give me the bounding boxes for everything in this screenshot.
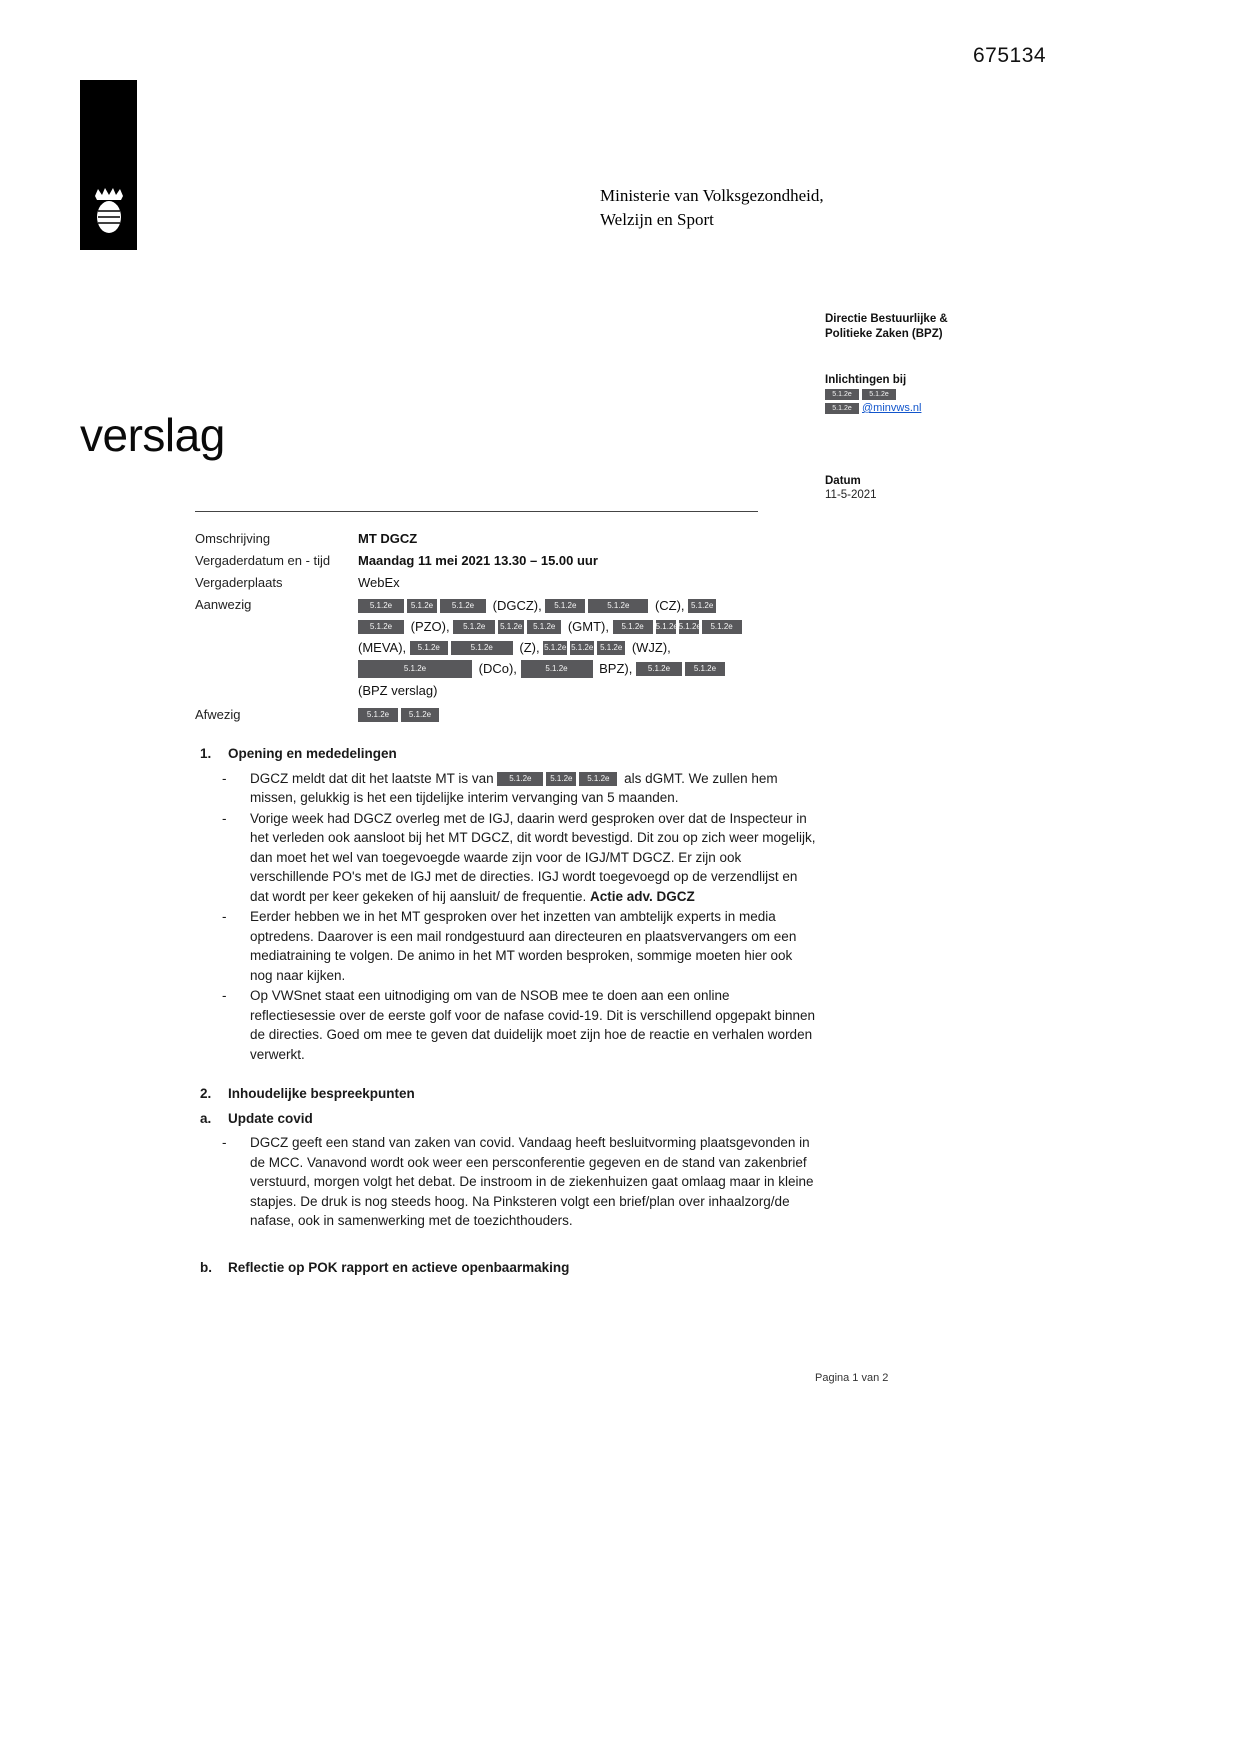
redaction-box: 5.1.2e [451,641,513,655]
redaction-box: 5.1.2e [407,599,437,613]
redaction-box: 5.1.2e [545,599,585,613]
meta-row-aanwezig [195,596,840,702]
redaction-box: 5.1.2e [453,620,495,634]
redaction-box: 5.1.2e [570,641,594,655]
aanwezig-value [358,596,840,702]
page-number: Pagina 1 van 2 [815,1372,889,1384]
section-heading [200,1084,818,1104]
meta-row-plaats [195,574,840,592]
aanwezig-line: (BPZ verslag) [358,682,438,698]
section-number: b. [200,1259,212,1275]
plaats-value: WebEx [358,575,400,590]
plaats-label: Vergaderplaats [195,575,283,590]
redaction-box: 5.1.2e [440,599,486,613]
bullet-item [200,907,818,985]
datumtijd-value: Maandag 11 mei 2021 13.30 – 15.00 uur [358,553,598,568]
redaction-box: 5.1.2e [862,389,896,400]
bullet-dash: - [222,909,227,924]
section-heading [200,1109,818,1129]
directie-line1: Directie Bestuurlijke & [825,313,948,325]
redaction-box: 5.1.2e [597,641,625,655]
redaction-box: 5.1.2e [527,620,561,634]
aanwezig-line: 5.1.2e (PZO), 5.1.2e 5.1.2e 5.1.2e (GMT), 5.1.2e 5.1.2e5.1.2e 5.1.2e [358,617,840,637]
redaction-box: 5.1.2e [688,599,716,613]
divider [195,511,758,512]
datum-label: Datum [825,475,861,487]
aanwezig-label: Aanwezig [195,597,252,612]
redaction-box: 5.1.2e [498,620,524,634]
bullet-item [200,769,818,808]
redaction-box: 5.1.2e [546,772,576,786]
bullet-text: Op VWSnet staat een uitnodiging om van de NSOB mee te doen aan een online reflectiesessie over de eerste golf voor de nafase covid-19. Dit is verschillend opgepakt binnen de directies. Goed om mee te geven dat duidelijk moet zijn hoe de reactie en verhalen worden verwerkt. [250,988,816,1062]
redaction-box: 5.1.2e [410,641,448,655]
redaction-box: 5.1.2e [543,641,567,655]
bullet-item [200,809,818,907]
directie-line2: Politieke Zaken (BPZ) [825,328,943,340]
section-title: Update covid [228,1110,313,1126]
afwezig-value [358,706,840,726]
ministry-name [600,184,824,232]
ministry-line2: Welzijn en Sport [600,210,714,229]
section-title: Opening en mededelingen [228,746,397,761]
bullet-item [200,986,818,1064]
redaction-box: 5.1.2e [685,662,725,676]
redaction-box: 5.1.2e [702,620,742,634]
directie-label [825,312,948,342]
meta-row-omschrijving [195,530,840,548]
meta-row-afwezig [195,706,840,727]
rijksoverheid-logo [80,80,137,250]
contact-redaction-line [825,388,899,401]
datum-value: 11-5-2021 [825,489,877,501]
contact-email-line [825,402,921,415]
redaction-box: 5.1.2e [656,620,676,634]
section-number: a. [200,1110,212,1126]
meeting-meta [195,530,840,731]
bullet-dash: - [222,988,227,1003]
section-heading [200,744,818,764]
section-title: Inhoudelijke bespreekpunten [228,1086,415,1101]
email-link[interactable]: @minvws.nl [862,402,922,414]
redaction-box: 5.1.2e [613,620,653,634]
datumtijd-label: Vergaderdatum en - tijd [195,553,331,568]
section-number: 2. [200,1086,212,1101]
omschrijving-label: Omschrijving [195,531,271,546]
section-heading [200,1258,818,1278]
body-content [200,744,818,1282]
aanwezig-line: 5.1.2e 5.1.2e 5.1.2e (DGCZ), 5.1.2e 5.1.2e (CZ), 5.1.2e [358,596,840,616]
redaction-box: 5.1.2e [358,660,472,678]
coat-of-arms-icon [88,186,130,238]
redaction-box: 5.1.2e [358,708,398,722]
redaction-box: 5.1.2e [401,708,439,722]
afwezig-label: Afwezig [195,706,241,722]
bullet-dash: - [222,810,227,826]
redaction-box: 5.1.2e [825,403,859,414]
bullet-item [200,1133,818,1231]
ministry-line1: Ministerie van Volksgezondheid, [600,186,824,205]
bullet-text: Eerder hebben we in het MT gesproken over het inzetten van ambtelijk experts in media optredens. Daarover is een mail rondgestuurd aan directeuren en plaatsvervangers om een mediatraining te volgen. De animo in het MT worden besproken, sommige moeten hier ook nog naar kijken. [250,909,797,983]
redaction-box: 5.1.2e [825,389,859,400]
bullet-dash: - [222,770,227,786]
redaction-box: 5.1.2e [497,772,543,786]
bullet-text: DGCZ geeft een stand van zaken van covid. Vandaag heeft besluitvorming plaatsgevonden in de MCC. Vanavond wordt ook weer een persconferentie gegeven en de stand van zakenbrief verstuurd, morgen volgt het debat. De instroom in de ziekenhuizen gaat omlaag maar in kleine stapjes. De druk is nog steeds hoog. Na Pinksteren volgt een brief/plan over inhaalzorg/de nafase, ook in samenwerking met de toezichthouders. [250,1135,814,1228]
inlichtingen-label: Inlichtingen bij [825,374,907,386]
redaction-box: 5.1.2e [636,662,682,676]
bullet-dash: - [222,1135,227,1150]
redaction-box: 5.1.2e [358,620,404,634]
redaction-box: 5.1.2e [579,772,617,786]
redaction-box: 5.1.2e [521,660,593,678]
meta-row-datumtijd [195,552,840,570]
aanwezig-line: 5.1.2e (DCo), 5.1.2e BPZ), 5.1.2e 5.1.2e [358,659,840,680]
aanwezig-line: (MEVA), 5.1.2e 5.1.2e (Z), 5.1.2e 5.1.2e 5.1.2e (WJZ), [358,640,671,655]
omschrijving-value: MT DGCZ [358,531,418,546]
bullet-text: Vorige week had DGCZ overleg met de IGJ, daarin werd gesproken over dat de Inspecteur in het verleden ook aansloot bij het MT DGCZ, dit wordt bevestigd. Dit zou op zich weer mogelijk, dan moet het wel van toegevoegde waarde zijn voor de IGJ/MT DGCZ. Er zijn ook verschillende PO's met de IGJ met de directies. IGJ wordt toegevoegd op de verzendlijst en dat wordt per keer gekeken of hij aansluit/ de frequentie. Actie adv. DGCZ [250,810,816,904]
redaction-box: 5.1.2e [358,599,404,613]
redaction-box: 5.1.2e [588,599,648,613]
action-bold-text: Actie adv. DGCZ [589,888,695,904]
page-title: verslag [80,409,225,461]
document-number: 675134 [973,44,1047,67]
bullet-text: DGCZ meldt dat dit het laatste MT is van 5.1.2e 5.1.2e 5.1.2e als dGMT. We zullen hem missen, gelukkig is het een tijdelijke interim vervanging van 5 maanden. [250,770,778,805]
redaction-box: 5.1.2e [679,620,699,634]
section-title: Reflectie op POK rapport en actieve openbaarmaking [228,1259,570,1275]
section-number: 1. [200,746,212,761]
